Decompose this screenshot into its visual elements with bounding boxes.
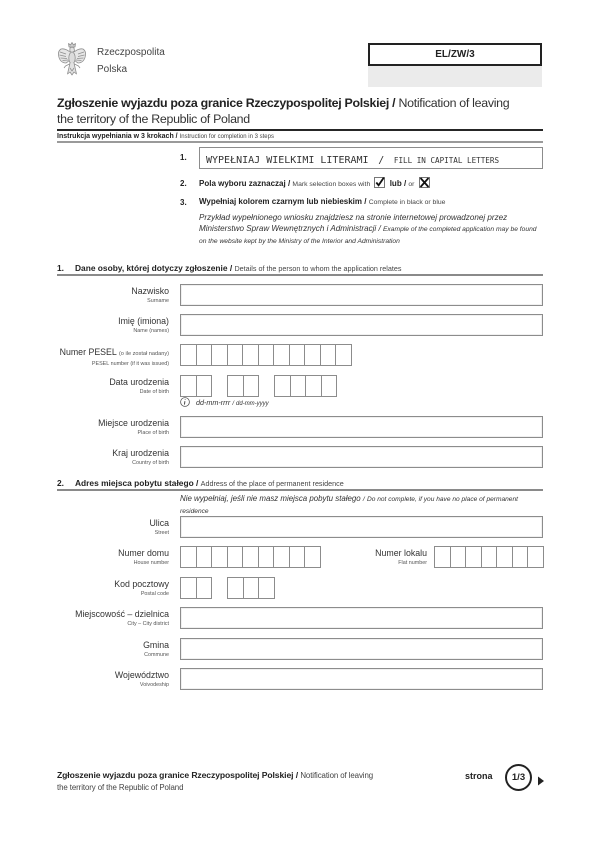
form-code-badge: EL/ZW/3 bbox=[368, 43, 542, 66]
pesel-label bbox=[0, 347, 169, 369]
section1-number: 1. bbox=[57, 263, 64, 273]
surname-label bbox=[0, 286, 169, 306]
names-label bbox=[0, 316, 169, 336]
step2-or-pl: lub bbox=[389, 179, 402, 188]
house-number-label-en: House number bbox=[133, 560, 169, 566]
section1-title-pl: Dane osoby, której dotyczy zgłoszenie bbox=[75, 263, 228, 273]
character-cell[interactable] bbox=[450, 546, 467, 568]
commune-input[interactable] bbox=[180, 638, 543, 660]
footer-title bbox=[57, 769, 373, 794]
character-cell[interactable] bbox=[258, 577, 275, 599]
character-cell[interactable] bbox=[227, 577, 244, 599]
commune-label-pl: Gmina bbox=[143, 640, 169, 650]
character-cell[interactable] bbox=[496, 546, 513, 568]
section1-heading bbox=[57, 263, 402, 274]
section2-separator: / bbox=[196, 478, 199, 488]
character-cell[interactable] bbox=[512, 546, 529, 568]
page-title-en-line2: the territory of the Republic of Poland bbox=[57, 112, 250, 126]
birth-date-hint bbox=[180, 397, 269, 410]
cell-group bbox=[180, 344, 352, 366]
character-cell[interactable] bbox=[196, 546, 213, 568]
step3-text-en: Complete in black or blue bbox=[368, 199, 446, 206]
character-cell[interactable] bbox=[196, 344, 213, 366]
section1-title-en: Details of the person to whom the application relates bbox=[234, 264, 402, 273]
step1-text-pl: WYPEŁNIAJ WIELKIMI LITERAMI bbox=[206, 155, 369, 166]
postal-code-label-pl: Kod pocztowy bbox=[114, 579, 169, 589]
character-cell[interactable] bbox=[434, 546, 451, 568]
step2-separator: / bbox=[287, 179, 291, 188]
character-cell[interactable] bbox=[273, 546, 290, 568]
page-indicator: 1/3 bbox=[505, 764, 532, 791]
character-cell[interactable] bbox=[180, 375, 197, 397]
surname-label-en: Surname bbox=[147, 298, 169, 304]
birth-place-label bbox=[0, 418, 169, 438]
character-cell[interactable] bbox=[211, 344, 228, 366]
character-cell[interactable] bbox=[273, 344, 290, 366]
instructions-heading-separator: / bbox=[175, 133, 178, 140]
house-number-label bbox=[0, 548, 169, 568]
step2-or-en: or bbox=[408, 181, 415, 188]
step3-text bbox=[199, 196, 445, 208]
birth-place-input[interactable] bbox=[180, 416, 543, 438]
character-cell[interactable] bbox=[227, 344, 244, 366]
section1-divider bbox=[57, 274, 543, 276]
city-input[interactable] bbox=[180, 607, 543, 629]
pesel-label-note: (o ile został nadany) bbox=[118, 351, 169, 357]
birth-country-label-pl: Kraj urodzenia bbox=[112, 448, 169, 458]
birth-country-label bbox=[0, 448, 169, 468]
instructions-heading-pl: Instrukcja wypełniania w 3 krokach bbox=[57, 133, 174, 140]
step3-number: 3. bbox=[180, 198, 187, 207]
names-label-en: Name (names) bbox=[133, 328, 169, 334]
country-name bbox=[97, 44, 165, 78]
street-input[interactable] bbox=[180, 516, 543, 538]
pesel-input[interactable] bbox=[180, 344, 352, 366]
house-number-input[interactable] bbox=[180, 546, 321, 568]
flat-number-label-pl: Numer lokalu bbox=[375, 548, 427, 558]
step1-box bbox=[199, 147, 543, 169]
character-cell[interactable] bbox=[180, 577, 197, 599]
section2-note-pl: Nie wypełniaj, jeśli nie masz miejsca pobytu stałego bbox=[180, 494, 361, 503]
page-title-pl: Zgłoszenie wyjazdu poza granice Rzeczypospolitej Polskiej bbox=[57, 96, 389, 110]
title-separator: / bbox=[392, 96, 396, 110]
character-cell[interactable] bbox=[321, 375, 338, 397]
country-name-line2: Polska bbox=[97, 64, 128, 75]
postal-code-label bbox=[0, 579, 169, 599]
example-note-pl: Przykład wypełnionego wniosku znajdziesz na stronie internetowej prowadzonej przez Ministerstwo Spraw Wewnętrznych i Administracji bbox=[199, 213, 508, 233]
step2-text-en: Mark selection boxes with bbox=[292, 181, 371, 188]
section2-heading bbox=[57, 478, 344, 489]
step1-separator: / bbox=[378, 155, 385, 166]
city-label-pl: Miejscowość – dzielnica bbox=[75, 609, 169, 619]
section2-divider bbox=[57, 489, 543, 491]
character-cell[interactable] bbox=[320, 344, 337, 366]
character-cell[interactable] bbox=[196, 375, 213, 397]
character-cell[interactable] bbox=[305, 375, 322, 397]
polish-eagle-emblem-icon bbox=[56, 41, 88, 79]
character-cell[interactable] bbox=[465, 546, 482, 568]
character-cell[interactable] bbox=[335, 344, 352, 366]
birth-date-hint-separator: / bbox=[232, 401, 235, 407]
birth-country-label-en: Country of birth bbox=[132, 460, 169, 466]
character-cell[interactable] bbox=[242, 344, 259, 366]
birth-date-input[interactable] bbox=[180, 375, 337, 397]
character-cell[interactable] bbox=[527, 546, 544, 568]
postal-code-label-en: Postal code bbox=[140, 591, 169, 597]
page-title bbox=[57, 95, 509, 127]
page-title-line1 bbox=[57, 95, 509, 111]
step2-text-pl: Pola wyboru zaznaczaj bbox=[199, 179, 286, 188]
city-label bbox=[0, 609, 169, 629]
character-cell[interactable] bbox=[289, 344, 306, 366]
section2-note bbox=[180, 494, 520, 517]
checkbox-x-icon bbox=[419, 177, 430, 188]
example-note bbox=[199, 212, 539, 247]
character-cell[interactable] bbox=[227, 375, 244, 397]
flat-number-label-en: Flat number bbox=[398, 560, 427, 566]
step1-number: 1. bbox=[180, 153, 187, 162]
example-note-en: Example of the completed application may be found on the website kept by the Ministry of the Interior and Administration bbox=[199, 226, 537, 245]
birth-place-label-en: Place of birth bbox=[137, 430, 169, 436]
character-cell[interactable] bbox=[304, 344, 321, 366]
commune-label bbox=[0, 640, 169, 660]
section2-title-en: Address of the place of permanent residence bbox=[200, 479, 344, 488]
character-cell[interactable] bbox=[227, 546, 244, 568]
pesel-label-pl bbox=[0, 347, 169, 360]
surname-label-pl: Nazwisko bbox=[131, 286, 169, 296]
street-label-pl: Ulica bbox=[149, 518, 169, 528]
cell-group bbox=[180, 577, 212, 599]
footer-title-pl: Zgłoszenie wyjazdu poza granice Rzeczypospolitej Polskiej bbox=[57, 770, 294, 780]
voivodeship-input[interactable] bbox=[180, 668, 543, 690]
cell-group bbox=[434, 546, 544, 568]
cell-group bbox=[180, 375, 212, 397]
footer-title-line1 bbox=[57, 769, 373, 782]
city-label-en: City – City district bbox=[127, 621, 169, 627]
birth-place-label-pl: Miejsce urodzenia bbox=[98, 418, 169, 428]
footer-title-en-line2: the territory of the Republic of Poland bbox=[57, 783, 184, 792]
step2-number: 2. bbox=[180, 179, 187, 188]
section2-note-separator: / bbox=[362, 496, 365, 503]
voivodeship-label-en: Voivodeship bbox=[139, 682, 169, 688]
cell-group bbox=[180, 546, 321, 568]
voivodeship-label-pl: Województwo bbox=[114, 670, 169, 680]
character-cell[interactable] bbox=[304, 546, 321, 568]
names-label-pl: Imię (imiona) bbox=[118, 316, 169, 326]
character-cell[interactable] bbox=[289, 546, 306, 568]
character-cell[interactable] bbox=[274, 375, 291, 397]
street-label bbox=[0, 518, 169, 538]
cell-group bbox=[274, 375, 337, 397]
character-cell[interactable] bbox=[180, 344, 197, 366]
step3-text-pl: Wypełniaj kolorem czarnym lub niebieskim bbox=[199, 197, 363, 206]
country-name-line1: Rzeczpospolita bbox=[97, 47, 165, 58]
character-cell[interactable] bbox=[481, 546, 498, 568]
character-cell[interactable] bbox=[242, 546, 259, 568]
section1-separator: / bbox=[229, 263, 233, 273]
birth-country-input[interactable] bbox=[180, 446, 543, 468]
postal-code-input[interactable] bbox=[180, 577, 275, 599]
page-label: strona bbox=[465, 771, 493, 781]
character-cell[interactable] bbox=[243, 577, 260, 599]
birth-date-hint-en: dd-mm-yyyy bbox=[236, 401, 269, 407]
flat-number-input[interactable] bbox=[434, 546, 544, 568]
names-input[interactable] bbox=[180, 314, 543, 336]
flat-number-label bbox=[330, 548, 427, 568]
character-cell[interactable] bbox=[243, 375, 260, 397]
voivodeship-label bbox=[0, 670, 169, 690]
section2-note-en: Do not complete, if you have no place of permanent residence bbox=[180, 496, 518, 515]
character-cell[interactable] bbox=[258, 344, 275, 366]
commune-label-en: Commune bbox=[144, 652, 169, 658]
instructions-divider bbox=[57, 141, 543, 143]
title-divider bbox=[57, 129, 543, 131]
pesel-label-text: Numer PESEL bbox=[59, 347, 117, 357]
step2-text bbox=[199, 177, 432, 190]
step3-separator: / bbox=[364, 197, 367, 206]
step1-text-en: FILL IN CAPITAL LETTERS bbox=[393, 156, 500, 165]
birth-date-label bbox=[0, 377, 169, 397]
cell-group bbox=[227, 577, 275, 599]
step2-or-separator: / bbox=[403, 179, 407, 188]
footer-title-separator: / bbox=[295, 770, 299, 780]
section2-title-pl: Adres miejsca pobytu stałego bbox=[75, 478, 194, 488]
next-page-arrow-icon[interactable] bbox=[537, 773, 545, 783]
birth-date-label-en: Date of birth bbox=[139, 389, 169, 395]
office-use-area bbox=[368, 66, 542, 87]
birth-date-hint-pl: dd-mm-rrrr bbox=[196, 398, 231, 407]
character-cell[interactable] bbox=[180, 546, 197, 568]
footer-title-en-line1: Notification of leaving bbox=[300, 771, 374, 780]
surname-input[interactable] bbox=[180, 284, 543, 306]
street-label-en: Street bbox=[154, 530, 169, 536]
pesel-label-en: PESEL number (if it was issued) bbox=[91, 361, 169, 367]
character-cell[interactable] bbox=[211, 546, 228, 568]
character-cell[interactable] bbox=[290, 375, 307, 397]
instructions-heading-en: Instruction for completion in 3 steps bbox=[179, 134, 274, 140]
birth-date-label-pl: Data urodzenia bbox=[109, 377, 169, 387]
section2-number: 2. bbox=[57, 478, 64, 488]
character-cell[interactable] bbox=[196, 577, 213, 599]
checkbox-checked-icon bbox=[374, 177, 385, 188]
character-cell[interactable] bbox=[258, 546, 275, 568]
page-title-en-line1: Notification of leaving bbox=[398, 96, 510, 110]
house-number-label-pl: Numer domu bbox=[118, 548, 169, 558]
example-note-separator: / bbox=[378, 224, 381, 233]
info-icon bbox=[180, 397, 190, 407]
cell-group bbox=[227, 375, 259, 397]
